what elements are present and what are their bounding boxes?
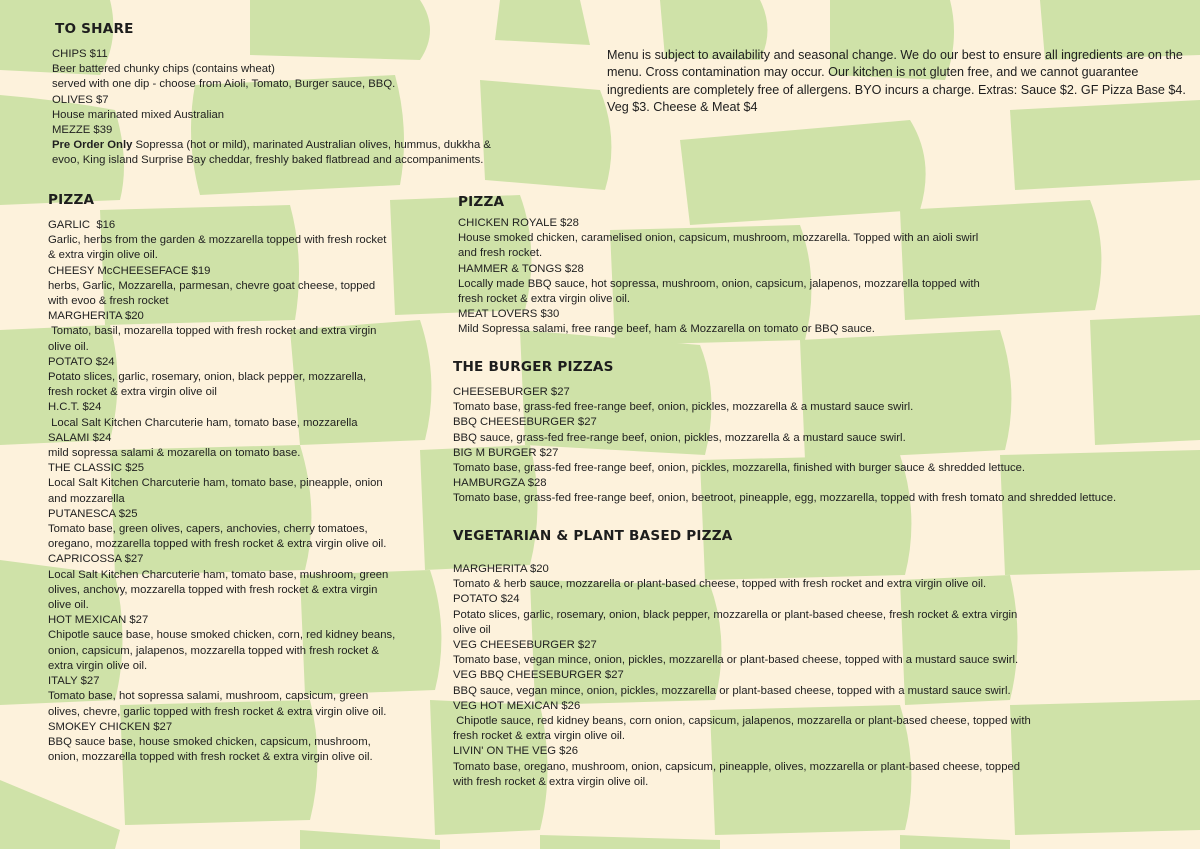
menu-line: Local Salt Kitchen Charcuterie ham, tomato base, mozzarella (48, 416, 358, 429)
menu-line: Chipotle sauce base, house smoked chicken, corn, red kidney beans, (48, 629, 396, 642)
menu-line: Tomato base, green olives, capers, anchovies, cherry tomatoes, (48, 523, 368, 536)
menu-line: BBQ sauce, grass-fed free-range beef, onion, pickles, mozzarella & a mustard sauce swirl. (453, 431, 906, 444)
menu-line: THE CLASSIC $25 (48, 462, 145, 475)
menu-line: Tomato & herb sauce, mozzarella or plant-based cheese, topped with fresh rocket and extra virgin olive oil. (453, 578, 987, 591)
menu-line: Mild Sopressa salami, free range beef, ham & Mozzarella on tomato or BBQ sauce. (458, 323, 875, 336)
menu-line: POTATO $24 (453, 593, 520, 606)
menu-line: MEAT LOVERS $30 (458, 308, 560, 321)
menu-line: Tomato, basil, mozarella topped with fresh rocket and extra virgin (48, 325, 377, 338)
veg-pizzas-heading: VEGETARIAN & PLANT BASED PIZZA (453, 528, 733, 544)
pizza-left-section (48, 218, 395, 765)
menu-line: House smoked chicken, caramelised onion, capsicum, mushroom, mozzarella. Topped with an aioli swirl (458, 232, 979, 245)
menu-line: OLIVES $7 (52, 93, 109, 106)
menu-line: Tomato base, grass-fed free-range beef, onion, pickles, mozzarella, finished with burger sauce & shredded lettuce. (453, 462, 1026, 475)
menu-line: VEG HOT MEXICAN $26 (453, 699, 581, 712)
menu-line: BIG M BURGER $27 (453, 446, 559, 459)
menu-line: CHIPS $11 (52, 48, 108, 60)
menu-line: GARLIC $16 (48, 219, 116, 231)
menu-line: CHEESEBURGER $27 (453, 386, 570, 398)
menu-line: Potato slices, garlic, rosemary, onion, black pepper, mozzarella, (48, 371, 367, 384)
menu-line: fresh rocket & extra virgin olive oil. (453, 730, 626, 743)
menu-line: evoo, King island Surprise Bay cheddar, freshly baked flatbread and accompaniments. (52, 154, 484, 167)
menu-line: Garlic, herbs from the garden & mozzarella topped with fresh rocket (48, 234, 387, 247)
menu-line: Tomato base, oregano, mushroom, onion, capsicum, pineapple, olives, mozzarella or plant-based cheese, topped (453, 760, 1021, 773)
menu-line: HAMBURGZA $28 (453, 477, 547, 490)
menu-line: BBQ sauce, vegan mince, onion, pickles, mozzarella or plant-based cheese, topped with a mustard sauce swirl. (453, 684, 1011, 697)
menu-line: Chipotle sauce, red kidney beans, corn onion, capsicum, jalapenos, mozzarella or plant-based cheese, topped with (453, 715, 1031, 728)
preorder-line (52, 138, 491, 153)
menu-line: SMOKEY CHICKEN $27 (48, 720, 173, 733)
menu-line: CHICKEN ROYALE $28 (458, 217, 579, 229)
menu-line: POTATO $24 (48, 355, 115, 368)
menu-line: MEZZE $39 (52, 124, 113, 137)
menu-line: VEG BBQ CHEESEBURGER $27 (453, 669, 624, 682)
menu-line: Beer battered chunky chips (contains wheat) (52, 63, 275, 76)
menu-line: extra virgin olive oil. (48, 659, 148, 672)
menu-line: Tomato base, grass-fed free-range beef, onion, pickles, mozzarella & a mustard sauce swirl. (453, 401, 914, 414)
menu-line: MARGHERITA $20 (453, 563, 549, 575)
menu-line: and fresh rocket. (458, 247, 543, 260)
menu-line: olive oil (453, 623, 491, 636)
pizza-heading-right: PIZZA (458, 194, 505, 210)
menu-line: LIVIN' ON THE VEG $26 (453, 745, 579, 758)
veg-pizzas-section (453, 562, 1031, 790)
menu-line: ITALY $27 (48, 675, 100, 688)
menu-line: olives, anchovy, mozzarella topped with fresh rocket & extra virgin (48, 583, 378, 596)
menu-line: onion, capsicum, jalapenos, mozzarella topped with fresh rocket & (48, 644, 379, 657)
menu-line: olives, chevre, garlic topped with fresh rocket & extra virgin olive oil. (48, 705, 387, 718)
menu-line: SALAMI $24 (48, 431, 112, 444)
menu-notice: Menu is subject to availability and seasonal change. We do our best to ensure all ingredients are on the menu. Cross contamination may occur. Our kitchen is not gluten free, and we cannot guarantee ingredients are completely free of allergens. BYO incurs a charge. Extras: Sauce $2. GF Pizza Base $4. Veg $3. Cheese & Meat $4 (607, 48, 1186, 115)
menu-line: Tomato base, vegan mince, onion, pickles, mozzarella or plant-based cheese, topped with a mustard sauce swirl. (453, 654, 1019, 667)
menu-line: CAPRICOSSA $27 (48, 553, 144, 566)
menu-line: Tomato base, grass-fed free-range beef, onion, beetroot, pineapple, egg, mozzarella, topped with fresh tomato and shredded lettuce. (453, 492, 1117, 505)
menu-line: HOT MEXICAN $27 (48, 614, 149, 627)
menu-line: BBQ sauce base, house smoked chicken, capsicum, mushroom, (48, 735, 371, 748)
menu-line: Local Salt Kitchen Charcuterie ham, tomato base, pineapple, onion (48, 477, 383, 490)
menu-line: herbs, Garlic, Mozzarella, parmesan, chevre goat cheese, topped (48, 279, 376, 292)
menu-line: olive oil. (48, 599, 89, 612)
menu-line: oregano, mozzarella topped with fresh rocket & extra virgin olive oil. (48, 538, 387, 551)
menu-line: PUTANESCA $25 (48, 507, 138, 520)
menu-line: with evoo & fresh rocket (48, 295, 169, 308)
menu-line: Potato slices, garlic, rosemary, onion, black pepper, mozzarella or plant-based cheese, fresh rocket & extra virgin (453, 608, 1018, 621)
menu-line: and mozzarella (48, 492, 125, 505)
to-share-heading: TO SHARE (55, 21, 134, 37)
menu-line: VEG CHEESEBURGER $27 (453, 639, 597, 652)
menu-line: H.C.T. $24 (48, 401, 102, 414)
menu-line: fresh rocket & extra virgin olive oil (48, 386, 217, 399)
menu-line: olive oil. (48, 340, 89, 353)
menu-line: fresh rocket & extra virgin olive oil. (458, 293, 631, 306)
burger-pizzas-section (453, 385, 1116, 507)
to-share-section (52, 47, 491, 169)
menu-line: HAMMER & TONGS $28 (458, 262, 584, 275)
pizza-right-section (458, 216, 980, 338)
menu-line: BBQ CHEESEBURGER $27 (453, 416, 597, 429)
menu-line: Tomato base, hot sopressa salami, mushroom, capsicum, green (48, 690, 369, 703)
menu-line: House marinated mixed Australian (52, 108, 225, 121)
menu-line: CHEESY McCHEESEFACE $19 (48, 264, 211, 277)
menu-line: MARGHERITA $20 (48, 310, 144, 323)
pizza-heading-left: PIZZA (48, 192, 95, 208)
menu-line: with fresh rocket & extra virgin olive oil. (453, 775, 649, 788)
menu-line: & extra virgin olive oil. (48, 249, 158, 262)
menu-line: mild sopressa salami & mozarella on tomato base. (48, 447, 301, 460)
menu-line: served with one dip - choose from Aioli, Tomato, Burger sauce, BBQ. (52, 78, 396, 91)
preorder-label: Pre Order Only (52, 139, 133, 152)
burger-pizzas-heading: THE BURGER PIZZAS (453, 359, 614, 375)
menu-line: onion, mozzarella topped with fresh rocket & extra virgin olive oil. (48, 751, 373, 764)
menu-line: Local Salt Kitchen Charcuterie ham, tomato base, mushroom, green (48, 568, 389, 581)
menu-line: Locally made BBQ sauce, hot sopressa, mushroom, onion, capsicum, jalapenos, mozzarella topped with (458, 277, 980, 290)
preorder-text: Sopressa (hot or mild), marinated Australian olives, hummus, dukkha & (132, 139, 491, 152)
